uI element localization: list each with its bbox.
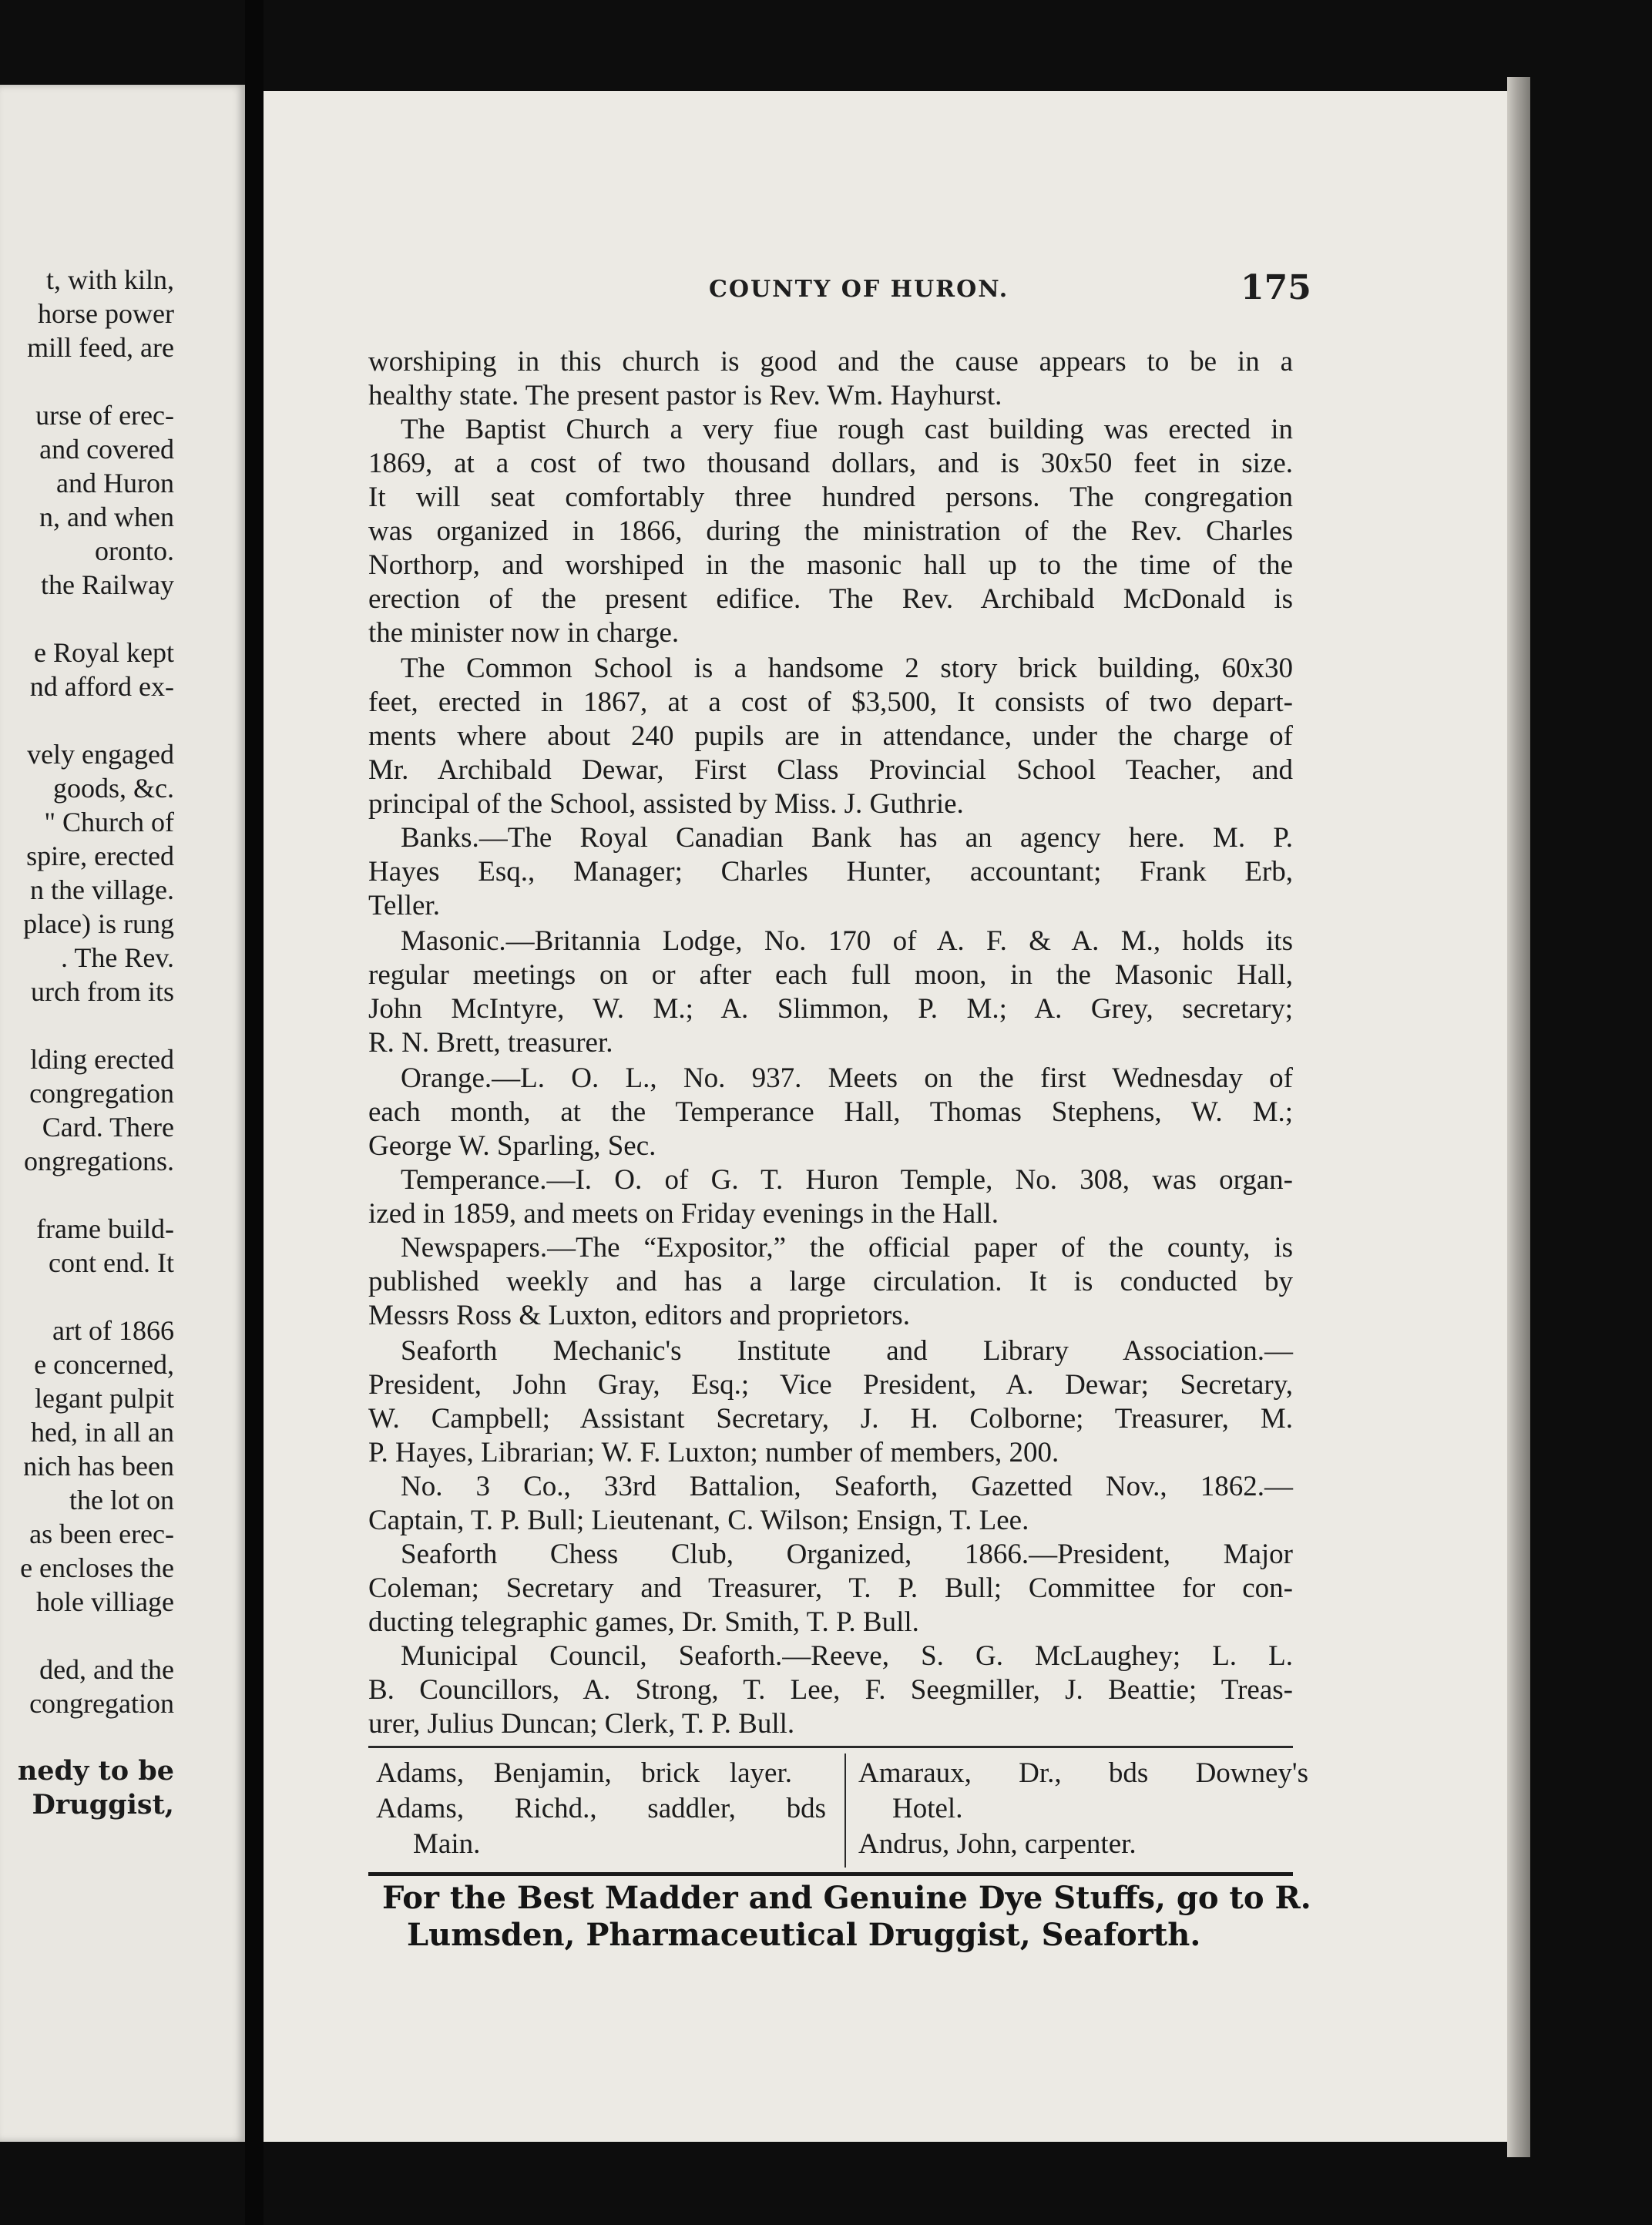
left-page-line [0, 1720, 245, 1755]
body-line: published weekly and has a large circulation. It is conducted by [368, 1266, 1293, 1297]
body-line: Seaforth Chess Club, Organized, 1866.—President, Major [401, 1539, 1293, 1570]
body-line: Teller. [368, 890, 440, 921]
left-page-line: congregation [29, 1078, 174, 1109]
left-page-line: Card. There [42, 1112, 174, 1143]
body-line: Hayes Esq., Manager; Charles Hunter, accountant; Frank Erb, [368, 856, 1293, 888]
left-page-line: t, with kiln, [45, 264, 174, 295]
left-page-line: as been erec- [29, 1519, 174, 1549]
left-page-line: mill feed, are [27, 332, 174, 363]
left-page-line: the lot on [69, 1485, 174, 1515]
body-line: Municipal Council, Seaforth.—Reeve, S. G. McLaughey; L. L. [401, 1640, 1293, 1672]
body-line: Coleman; Secretary and Treasurer, T. P. Bull; Committee for con- [368, 1572, 1293, 1604]
left-page-line: and Huron [56, 468, 174, 498]
left-page-line: spire, erected [26, 841, 174, 871]
left-page-line: e Royal kept [34, 637, 174, 668]
body-line: healthy state. The present pastor is Rev. Wm. Hayhurst. [368, 380, 1002, 411]
body-line: ducting telegraphic games, Dr. Smith, T. P. Bull. [368, 1606, 919, 1638]
body-line: Temperance.—I. O. of G. T. Huron Temple, No. 308, was organ- [401, 1164, 1293, 1196]
left-page-line: " Church of [44, 807, 174, 837]
body-line: 1869, at a cost of two thousand dollars, and is 30x50 feet in size. [368, 448, 1293, 479]
body-line: The Common School is a handsome 2 story brick building, 60x30 [401, 653, 1293, 684]
left-page-line [0, 703, 245, 738]
body-line: Banks.—The Royal Canadian Bank has an agency here. M. P. [401, 822, 1293, 854]
left-page-line: goods, &c. [53, 773, 174, 804]
left-page-line: ongregations. [24, 1146, 174, 1176]
body-line: Newspapers.—The “Expositor,” the official paper of the county, is [401, 1232, 1293, 1264]
left-page-line: and covered [39, 434, 174, 465]
left-page-line: hole villiage [36, 1586, 174, 1617]
directory-entry: Adams, Richd., saddler, bds [376, 1793, 826, 1824]
body-line: ized in 1859, and meets on Friday evenings in the Hall. [368, 1198, 999, 1230]
left-page-line: place) is rung [23, 908, 174, 939]
left-page-line: cont end. It [49, 1247, 174, 1278]
body-line: B. Councillors, A. Strong, T. Lee, F. Seegmiller, J. Beattie; Treas- [368, 1674, 1293, 1706]
left-page-line: e encloses the [20, 1552, 174, 1583]
book-gutter [245, 0, 264, 2225]
left-page-line: nedy to be [17, 1755, 174, 1787]
body-line: It will seat comfortably three hundred persons. The congregation [368, 482, 1293, 513]
body-line: regular meetings on or after each full moon, in the Masonic Hall, [368, 959, 1293, 991]
body-line: worshiping in this church is good and the cause appears to be in a [368, 346, 1293, 378]
left-page-line: nich has been [23, 1451, 174, 1482]
directory-entry: Andrus, John, carpenter. [858, 1828, 1137, 1860]
left-page-line: urse of erec- [35, 400, 174, 431]
body-line: Masonic.—Britannia Lodge, No. 170 of A. F. & A. M., holds its [401, 925, 1293, 957]
body-line: R. N. Brett, treasurer. [368, 1027, 613, 1059]
left-page-line [0, 601, 245, 636]
body-line: was organized in 1866, during the ministration of the Rev. Charles [368, 515, 1293, 547]
left-page-line: lding erected [30, 1044, 174, 1075]
left-page-line: ded, and the [39, 1654, 174, 1685]
directory-column-divider [844, 1753, 846, 1868]
left-page-line: vely engaged [27, 739, 174, 770]
left-page-line: . The Rev. [61, 942, 174, 973]
left-page-line: n the village. [30, 874, 174, 905]
body-line: urer, Julius Duncan; Clerk, T. P. Bull. [368, 1708, 795, 1740]
body-line: Messrs Ross & Luxton, editors and proprietors. [368, 1300, 910, 1331]
body-line: P. Hayes, Librarian; W. F. Luxton; number of members, 200. [368, 1437, 1059, 1468]
left-page-line: urch from its [31, 976, 174, 1007]
page-number: 175 [1241, 268, 1311, 307]
left-page-line: horse power [38, 298, 174, 329]
page-edge-shadow [1507, 77, 1530, 2157]
left-page-line: hed, in all an [31, 1417, 174, 1448]
body-line: feet, erected in 1867, at a cost of $3,500, It consists of two depart- [368, 686, 1293, 718]
left-page-line: n, and when [39, 502, 174, 532]
body-line: erection of the present edifice. The Rev. Archibald McDonald is [368, 583, 1293, 615]
body-line: Mr. Archibald Dewar, First Class Provincial School Teacher, and [368, 754, 1293, 786]
directory-entry: Adams, Benjamin, brick layer. [376, 1757, 792, 1789]
directory-rule-bottom [368, 1872, 1293, 1876]
body-line: No. 3 Co., 33rd Battalion, Seaforth, Gazetted Nov., 1862.— [401, 1471, 1293, 1502]
left-page-line [0, 364, 245, 399]
running-head: COUNTY OF HURON. [709, 276, 1009, 303]
left-page-line [0, 1618, 245, 1653]
advertisement-line-2: Lumsden, Pharmaceutical Druggist, Seaforth. [407, 1917, 1201, 1953]
body-line: John McIntyre, W. M.; A. Slimmon, P. M.; A. Grey, secretary; [368, 993, 1293, 1025]
left-page-line: legant pulpit [35, 1383, 174, 1414]
body-line: Northorp, and worshiped in the masonic hall up to the time of the [368, 549, 1293, 581]
body-line: President, John Gray, Esq.; Vice President, A. Dewar; Secretary, [368, 1369, 1293, 1401]
directory-rule-top [368, 1746, 1293, 1748]
body-line: W. Campbell; Assistant Secretary, J. H. Colborne; Treasurer, M. [368, 1403, 1293, 1435]
left-page-line: the Railway [41, 569, 174, 600]
body-line: principal of the School, assisted by Miss. J. Guthrie. [368, 788, 964, 820]
body-line: each month, at the Temperance Hall, Thomas Stephens, W. M.; [368, 1096, 1293, 1128]
left-page-line [0, 1279, 245, 1314]
body-line: ments where about 240 pupils are in attendance, under the charge of [368, 720, 1293, 752]
body-line: Seaforth Mechanic's Institute and Library Association.— [401, 1335, 1293, 1367]
left-page-line: Druggist, [32, 1789, 174, 1821]
directory-entry: Amaraux, Dr., bds Downey's [858, 1757, 1308, 1789]
left-page-fragment [0, 85, 245, 2142]
body-line: George W. Sparling, Sec. [368, 1130, 656, 1162]
left-page-line: oronto. [95, 535, 174, 566]
directory-entry: Main. [413, 1828, 481, 1860]
directory-entry: Hotel. [892, 1793, 963, 1824]
left-page-line: congregation [29, 1688, 174, 1719]
left-page-line [0, 1008, 245, 1043]
body-line: Orange.—L. O. L., No. 937. Meets on the first Wednesday of [401, 1062, 1293, 1094]
body-line: the minister now in charge. [368, 617, 680, 649]
left-page-line: e concerned, [34, 1349, 174, 1380]
left-page-line [0, 1177, 245, 1213]
left-page-line: art of 1866 [52, 1315, 174, 1346]
advertisement-line-1: For the Best Madder and Genuine Dye Stuffs, go to R. [382, 1880, 1311, 1916]
left-page-line: nd afford ex- [29, 671, 174, 702]
body-line: The Baptist Church a very fiue rough cast building was erected in [401, 414, 1293, 445]
left-page-line: frame build- [36, 1213, 174, 1244]
body-line: Captain, T. P. Bull; Lieutenant, C. Wilson; Ensign, T. Lee. [368, 1505, 1029, 1536]
